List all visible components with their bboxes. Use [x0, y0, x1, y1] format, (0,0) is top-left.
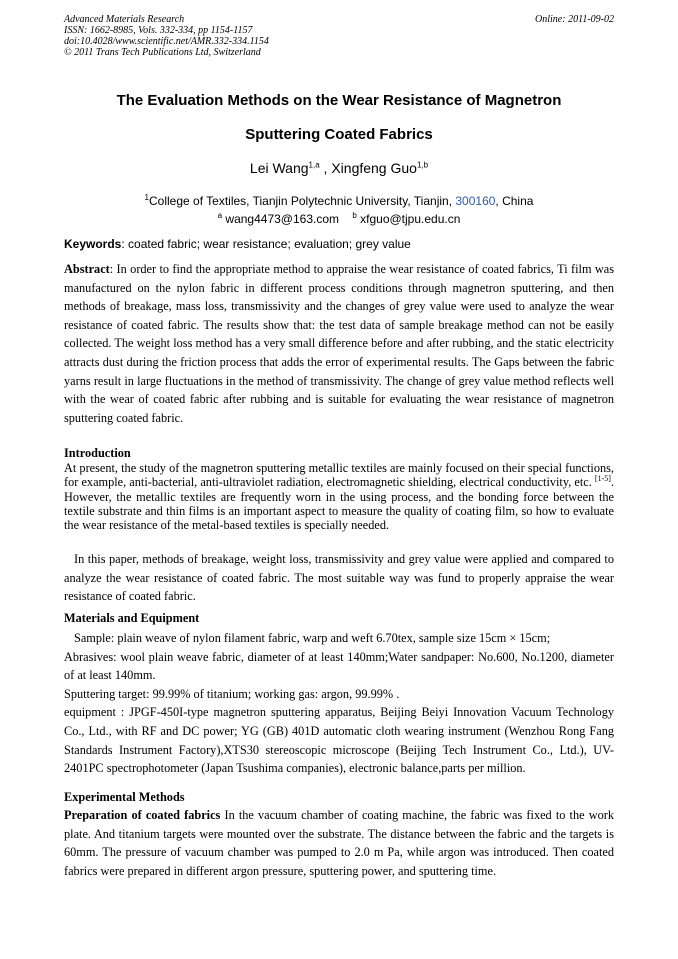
introduction-paragraph-2: In this paper, methods of breakage, weight loss, transmissivity and grey value were applied and compared to analyze the wear resistance of coated fabric. The most suitable way was fund to properly appraise the wear resistance of coated fabric.: [64, 552, 614, 604]
affiliation-postcode: 300160: [455, 194, 496, 208]
online-date: Online: 2011-09-02: [535, 14, 614, 25]
author-separator: ,: [319, 160, 332, 176]
affiliation-text: College of Textiles, Tianjin Polytechnic University, Tianjin,: [149, 194, 456, 208]
materials-equipment: equipment : JPGF-450I-type magnetron sputtering apparatus, Beijing Beiyi Innovation Vacuum Technology Co., Ltd., with RF and DC power; YG (GB) 401D automatic cloth wearing instrument (Wenzhou Rong Fang Standards Instrument Factory),XTS30 stereoscopic microscope (Beijing Tech Instrument Co., Ltd.), UV-2401PC spectrophotometer (Japan Tsushima companies), electronic balance,parts per million.: [64, 705, 614, 776]
abstract-text: : In order to find the appropriate method to appraise the wear resistance of coated fabrics, Ti film was manufactured on the nylon fabric in different process conditions through magnetron sputtering, and then methods of breakage, mass loss, transmissivity and the changes of grey value were used to analyze the wear resistance of coated fabric. The results show that: the test data of sample breakage method can not be easily collected. The weight loss method has a very small difference before and after rubbing, and the static electricity attracts dust during the friction process that adds the error of experimental results. The Gaps between the fabric yarns result in large fluctuations in the method of transmissivity. The change of grey value method reflects well with the wear of coated fabric after rubbing and is suitable for evaluating the wear resistance of magnetron sputtering coated fabric.: [64, 262, 614, 425]
materials-sample: Sample: plain weave of nylon filament fabric, warp and weft 6.70tex, sample size 15cm × 15cm;: [74, 631, 551, 645]
paper-title-line-1: The Evaluation Methods on the Wear Resistance of Magnetron: [116, 92, 562, 109]
paragraph-text: . However, the metallic textiles are frequently worn in the using process, and the bonding force between the textile substrate and thin films is an important aspect to measure the quality of coating film, so how to evaluate the wear resistance of the metal-based textiles is specially needed.: [64, 475, 614, 533]
citation-reference[interactable]: [1-5]: [594, 474, 611, 484]
keywords: [64, 237, 614, 251]
email-mark: b: [352, 211, 357, 220]
affiliation: [40, 194, 638, 208]
materials-target: Sputtering target: 99.99% of titanium; working gas: argon, 99.99% .: [64, 686, 400, 701]
author-emails: [40, 212, 638, 226]
issn-line: ISSN: 1662-8985, Vols. 332-334, pp 1154-1157: [64, 25, 253, 36]
keywords-text: : coated fabric; wear resistance; evaluation; grey value: [121, 237, 411, 251]
journal-name: Advanced Materials Research: [64, 14, 185, 25]
paper-title-line-2: Sputtering Coated Fabrics: [245, 126, 433, 143]
affiliation-country: , China: [495, 194, 534, 208]
author-affiliation-mark: 1,a: [308, 160, 320, 170]
keywords-label: Keywords: [64, 237, 122, 251]
materials-section: [64, 629, 614, 778]
abstract-label: Abstract: [64, 262, 110, 276]
copyright-line: © 2011 Trans Tech Publications Ltd, Switzerland: [64, 47, 261, 58]
experimental-paragraph: [64, 806, 614, 880]
affiliation-mark: 1: [144, 193, 149, 202]
introduction-paragraph-1: [64, 461, 614, 532]
section-heading-materials: Materials and Equipment: [64, 611, 200, 625]
email-address[interactable]: wang4473@163.com: [225, 212, 339, 226]
author-affiliation-mark: 1,b: [416, 160, 429, 170]
paragraph-text: At present, the study of the magnetron sputtering metallic textiles are mainly focused on their special functions, for example, anti-bacterial, anti-ultraviolet radiation, electromagnetic shielding, electrical conductivity, etc.: [64, 461, 614, 490]
section-heading-experimental: Experimental Methods: [64, 790, 185, 804]
journal-header: [64, 14, 269, 58]
author-list: [40, 160, 638, 176]
abstract: [64, 260, 614, 427]
paragraph-text: In the vacuum chamber of coating machine, the fabric was fixed to the work plate. And titanium targets were mounted over the substrate. The distance between the fabric and the targets is 60mm. The pressure of vacuum chamber was pumped to 2.0 m Pa, while argon was introduced. Then coated fabrics were prepared in different argon pressure, sputtering power, and sputtering time.: [64, 808, 614, 878]
author-name: Lei Wang: [249, 160, 309, 176]
section-heading-introduction: Introduction: [64, 446, 131, 460]
materials-abrasives: Abrasives: wool plain weave fabric, diameter of at least 140mm;Water sandpaper: No.600, No.1200, diameter of at least 140mm.: [64, 649, 614, 683]
subsection-heading-preparation: Preparation of coated fabrics: [64, 808, 221, 822]
author-name: Xingfeng Guo: [331, 160, 417, 176]
email-address[interactable]: xfguo@tjpu.edu.cn: [360, 212, 461, 226]
email-mark: a: [217, 211, 223, 220]
doi-line: doi:10.4028/www.scientific.net/AMR.332-334.1154: [64, 36, 269, 47]
